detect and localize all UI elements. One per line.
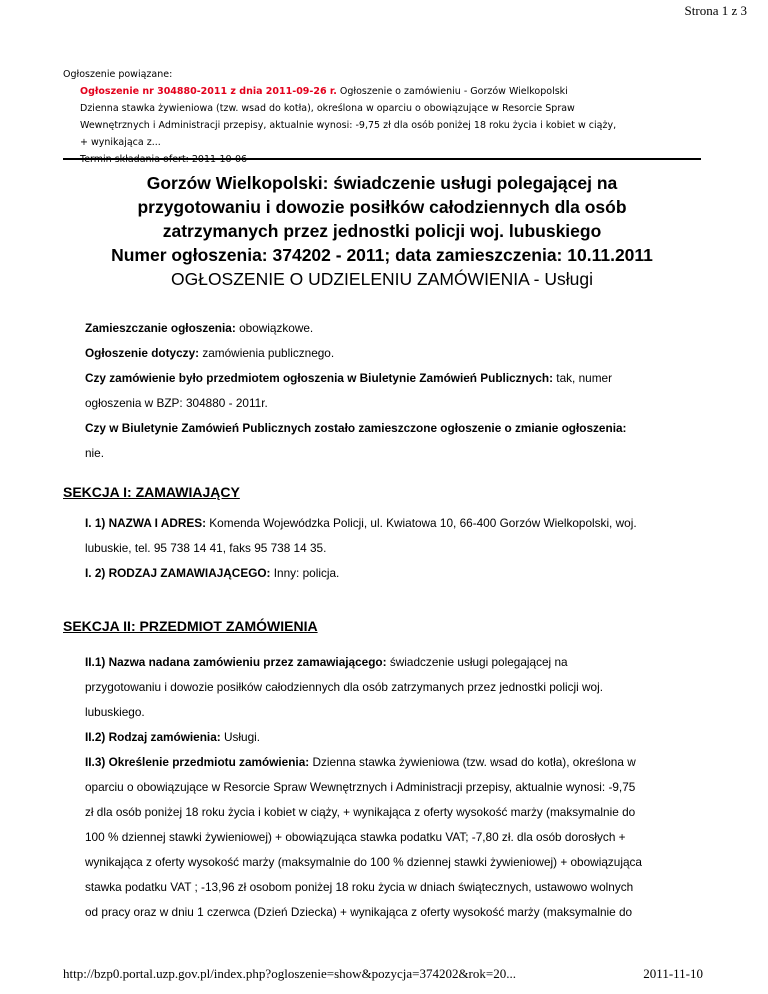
section-heading: SEKCJA I: ZAMAWIAJĄCY bbox=[63, 484, 240, 500]
page-number: Strona 1 z 3 bbox=[684, 3, 747, 18]
footer-date: 2011-11-10 bbox=[643, 966, 703, 981]
related-notice-title: Ogłoszenie o zamówieniu - Gorzów Wielkopolski bbox=[339, 86, 568, 97]
section-1-content: I. 1) NAZWA I ADRES: Komenda Wojewódzka Policji, ul. Kwiatowa 10, 66-400 Gorzów Wielkopolski, woj. lubuskie, tel. 95 738 14 41, faks 95 738 14 35. I. 2) RODZAJ ZAMAWIAJĄCEGO: Inny: policja. bbox=[85, 516, 637, 580]
notice-number: Numer ogłoszenia: 374202 - 2011; data zamieszczenia: 10.11.2011 bbox=[111, 245, 653, 265]
notice-info: Zamieszczanie ogłoszenia: obowiązkowe. Ogłoszenie dotyczy: zamówienia publicznego. Czy zamówienie było przedmiotem ogłoszenia w Biuletynie Zamówień Publicznych: tak, numer ogłoszenia w BZP: 304880 - 2011r. Czy w Biuletynie Zamówień Publicznych zostało zamieszczone ogłoszenie o zmianie ogłoszenia: nie. bbox=[85, 321, 627, 460]
page-title: Gorzów Wielkopolski: świadczenie usługi polegającej na przygotowaniu i dowozie posiłków całodziennych dla osób zatrzymanych przez jednostki policji woj. lubuskiego Numer ogłoszenia: 374202 - 2011; data zamieszczenia: 10.11.2011 OGŁOSZENIE O UDZIELENIU ZAMÓWIENIA - Usługi bbox=[63, 171, 701, 291]
footer-url[interactable]: http://bzp0.portal.uzp.gov.pl/index.php?ogloszenie=show&pozycja=374202&rok=20... bbox=[63, 966, 516, 981]
related-label: Ogłoszenie powiązane: bbox=[63, 69, 173, 80]
related-deadline: Termin składania ofert: 2011-10-06 bbox=[80, 154, 248, 165]
related-line: Dzienna stawka żywieniowa (tzw. wsad do kotła), określona w oparciu o obowiązujące w Resorcie Spraw bbox=[80, 103, 575, 114]
notice-type: OGŁOSZENIE O UDZIELENIU ZAMÓWIENIA - Usługi bbox=[170, 269, 593, 289]
related-notice bbox=[63, 66, 703, 168]
section-2-content: II.1) Nazwa nadana zamówieniu przez zamawiającego: świadczenie usługi polegającej na przygotowaniu i dowozie posiłków całodziennych dla osób zatrzymanych przez jednostki policji woj. lubuskiego. II.2) Rodzaj zamówienia: Usługi. II.3) Określenie przedmiotu zamówienia: Dzienna stawka żywieniowa (tzw. wsad do kotła), określona w oparciu o obowiązujące w Resorcie Spraw Wewnętrznych i Administracji przepisy, aktualnie wynosi: -9,75 zł dla osób poniżej 18 roku życia i kobiet w ciąży, + wynikająca z oferty wysokość marży (maksymalnie do 100 % dziennej stawki żywieniowej) + obowiązująca stawka podatku VAT; -7,80 zł. dla osób dorosłych + wynikająca z oferty wysokość marży (maksymalnie do 100 % dziennej stawki żywieniowej) + obowiązująca stawka podatku VAT ; -13,96 zł osobom poniżej 18 roku życia w dniach świątecznych, ustawowo wolnych od pracy oraz w dniu 1 czerwca (Dzień Dziecka) + wynikająca z oferty wysokość marży (maksymalnie do bbox=[85, 655, 642, 919]
page-footer bbox=[63, 966, 703, 982]
related-line: Wewnętrznych i Administracji przepisy, aktualnie wynosi: -9,75 zł dla osób poniżej 18 roku życia i kobiet w ciąży, bbox=[80, 120, 617, 131]
related-notice-link[interactable]: Ogłoszenie nr 304880-2011 z dnia 2011-09-26 r. bbox=[80, 86, 337, 97]
divider bbox=[63, 158, 701, 160]
section-heading: SEKCJA II: PRZEDMIOT ZAMÓWIENIA bbox=[63, 618, 318, 634]
related-line: + wynikająca z... bbox=[80, 137, 161, 148]
